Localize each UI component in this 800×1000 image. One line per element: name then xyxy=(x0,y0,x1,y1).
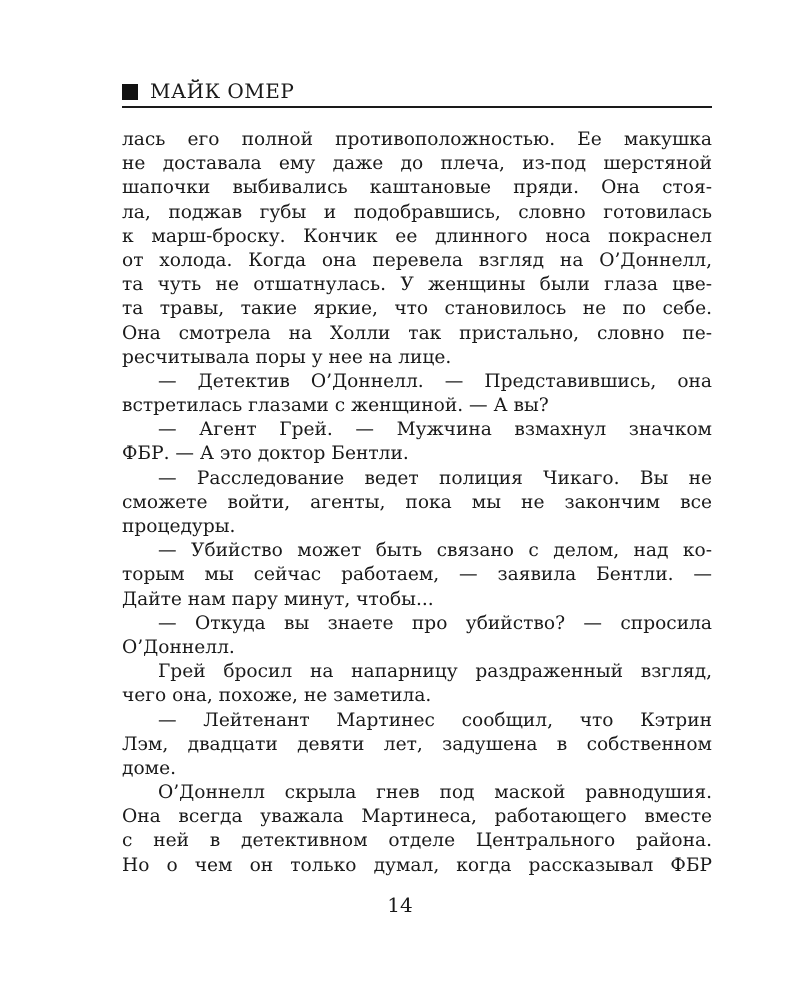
page-body-text xyxy=(122,128,712,878)
text-line: сможете войти, агенты, пока мы не закончим все xyxy=(122,491,712,513)
text-line: та травы, такие яркие, что становилось не по себе. xyxy=(122,298,712,320)
black-square-icon xyxy=(122,84,138,100)
text-line: лась его полной противоположностью. Ее макушка xyxy=(122,129,712,150)
text-line: Она всегда уважала Мартинеса, работающего вместе xyxy=(122,806,712,828)
text-line: к марш-броску. Кончик ее длинного носа покраснел xyxy=(122,225,712,247)
text-line: Лэм, двадцати девяти лет, задушена в собственном xyxy=(122,733,712,755)
text-line: с ней в детективном отделе Центрального района. xyxy=(122,830,712,852)
running-header xyxy=(122,80,712,108)
text-line: Грей бросил на напарницу раздраженный взгляд, xyxy=(158,661,712,683)
page-number: 14 xyxy=(387,893,413,917)
text-line: ла, поджав губы и подобравшись, словно готовилась xyxy=(122,201,712,223)
running-header-title: МАЙК ОМЕР xyxy=(150,79,295,103)
text-line: доме. xyxy=(122,757,177,779)
text-line: — Убийство может быть связано с делом, над ко- xyxy=(158,540,712,562)
text-line: Но о чем он только думал, когда рассказывал ФБР xyxy=(122,854,712,876)
text-line: та чуть не отшатнулась. У женщины были глаза цве- xyxy=(122,274,712,296)
text-line: — Детектив О’Доннелл. — Представившись, она xyxy=(158,370,712,392)
text-line: — Расследование ведет полиция Чикаго. Вы не xyxy=(158,467,712,489)
text-line: чего она, похоже, не заметила. xyxy=(122,685,432,707)
text-line: от холода. Когда она перевела взгляд на О’Доннелл, xyxy=(122,249,712,271)
text-line: Она смотрела на Холли так пристально, словно пе- xyxy=(122,322,712,344)
text-line: торым мы сейчас работаем, — заявила Бентли. — xyxy=(122,564,712,586)
text-line: встретилась глазами с женщиной. — А вы? xyxy=(122,395,549,417)
text-line: процедуры. xyxy=(122,516,236,537)
text-line: шапочки выбивались каштановые пряди. Она стоя- xyxy=(122,177,712,199)
text-line: — Агент Грей. — Мужчина взмахнул значком xyxy=(158,419,712,441)
text-line: О’Доннелл. xyxy=(122,636,235,658)
text-line: ФБР. — А это доктор Бентли. xyxy=(122,443,409,465)
text-line: — Лейтенант Мартинес сообщил, что Кэтрин xyxy=(158,709,712,731)
text-line: — Откуда вы знаете про убийство? — спросила xyxy=(158,612,712,634)
text-line: О’Доннелл скрыла гнев под маской равнодушия. xyxy=(158,782,712,804)
text-line: Дайте нам пару минут, чтобы... xyxy=(122,588,434,610)
text-line: не доставала ему даже до плеча, из-под шерстяной xyxy=(122,153,712,175)
text-line: ресчитывала поры у нее на лице. xyxy=(122,346,452,368)
